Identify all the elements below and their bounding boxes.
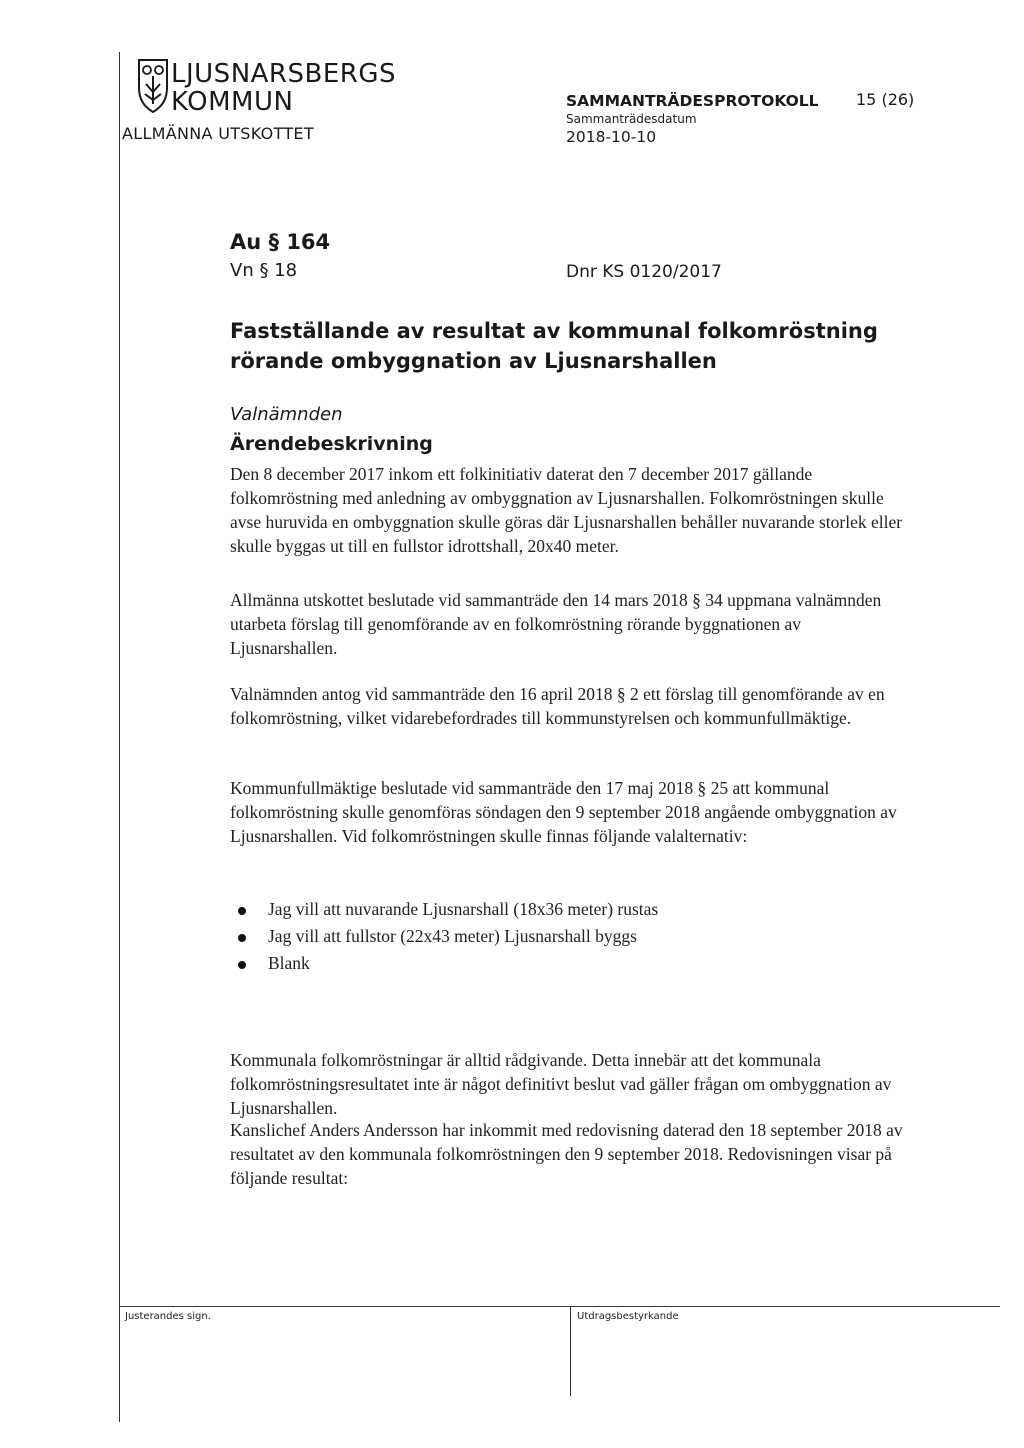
ballot-options-list	[230, 896, 658, 977]
paragraph-text: Kommunfullmäktige beslutade vid sammanträde den 17 maj 2018 § 25 att kommunal folkomröstning skulle genomföras söndagen den 9 september 2018 angående ombyggnation av Ljusnarshallen. Vid folkomröstningen skulle finnas följande valalternativ:	[230, 778, 897, 846]
paragraph-advisory	[230, 1048, 910, 1120]
org-name-line1: LJUSNARSBERGS	[171, 59, 396, 89]
case-number: Dnr KS 0120/2017	[566, 262, 722, 282]
paragraph-report	[230, 1118, 910, 1190]
committee-name: Valnämnden	[230, 404, 343, 425]
paragraph-text: Kanslichef Anders Andersson har inkommit med redovisning daterad den 18 september 2018 av resultatet av den kommunala folkomröstningen den 9 september 2018. Redovisningen visar på följande resultat:	[230, 1120, 903, 1188]
au-section-number: Au § 164	[230, 230, 331, 254]
case-title: Fastställande av resultat av kommunal folkomröstning rörande ombyggnation av Ljusnarshallen	[230, 319, 878, 373]
footer-rule	[120, 1306, 1000, 1307]
extract-certification-label: Utdragsbestyrkande	[577, 1311, 679, 1322]
org-name-line2: KOMMUN	[171, 87, 294, 117]
list-item: Jag vill att nuvarande Ljusnarshall (18x36 meter) rustas	[230, 896, 658, 923]
paragraph-council-decision	[230, 776, 910, 848]
list-item: Blank	[230, 950, 658, 977]
vn-section-number: Vn § 18	[230, 260, 298, 281]
coat-of-arms-icon	[137, 58, 169, 116]
paragraph-election-board	[230, 682, 910, 730]
paragraph-text: Den 8 december 2017 inkom ett folkinitiativ daterat den 7 december 2017 gällande folkomröstning med anledning av ombyggnation av Ljusnarshallen. Folkomröstningen skulle avse huruvida en ombyggnation skulle göras där Ljusnarshallen behåller nuvarande storlek eller skulle byggas ut till en fullstor idrottshall, 20x40 meter.	[230, 464, 903, 556]
paragraph-initiative	[230, 462, 910, 558]
margin-line	[119, 52, 120, 1422]
paragraph-text: Valnämnden antog vid sammanträde den 16 april 2018 § 2 ett förslag till genomförande av en folkomröstning, vilket vidarebefordrades till kommunstyrelsen och kommunfullmäktige.	[230, 684, 885, 728]
paragraph-text: Allmänna utskottet beslutade vid sammanträde den 14 mars 2018 § 34 uppmana valnämnden utarbeta förslag till genomförande av en folkomröstning rörande byggnationen av Ljusnarshallen.	[230, 590, 882, 658]
paragraph-text: Kommunala folkomröstningar är alltid rådgivande. Detta innebär att det kommunala folkomröstningsresultatet inte är något definitivt beslut vad gäller frågan om ombyggnation av Ljusnarshallen.	[230, 1050, 892, 1118]
meeting-date: 2018-10-10	[566, 128, 657, 146]
document-type: SAMMANTRÄDESPROTOKOLL	[566, 92, 819, 110]
page-number: 15 (26)	[856, 90, 915, 109]
list-item: Jag vill att fullstor (22x43 meter) Ljusnarshall byggs	[230, 923, 658, 950]
paragraph-committee-decision	[230, 588, 910, 660]
footer-divider	[570, 1306, 571, 1396]
meeting-date-label: Sammanträdesdatum	[566, 112, 697, 126]
signature-label: Justerandes sign.	[125, 1311, 211, 1322]
case-description-heading: Ärendebeskrivning	[230, 433, 433, 455]
department-name: ALLMÄNNA UTSKOTTET	[122, 124, 314, 143]
